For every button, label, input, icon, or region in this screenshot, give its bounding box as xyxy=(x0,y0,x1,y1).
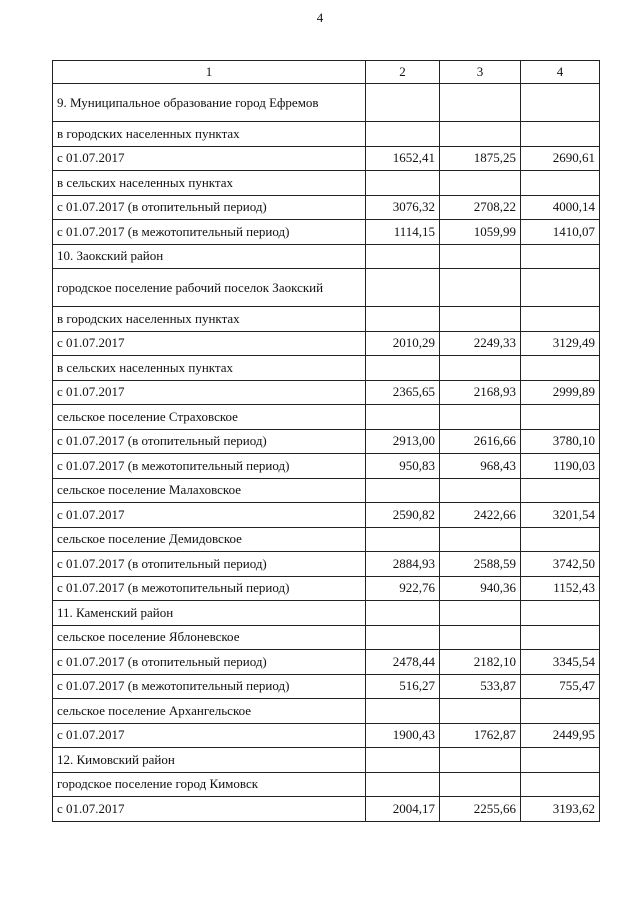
row-label: сельское поселение Демидовское xyxy=(53,527,366,552)
value-cell: 950,83 xyxy=(366,454,440,479)
value-cell xyxy=(440,625,521,650)
value-cell xyxy=(366,699,440,724)
value-cell: 1762,87 xyxy=(440,723,521,748)
value-cell: 2182,10 xyxy=(440,650,521,675)
table-row xyxy=(53,122,600,147)
table-row xyxy=(53,772,600,797)
value-cell: 2690,61 xyxy=(521,146,600,171)
value-cell xyxy=(440,478,521,503)
row-label: с 01.07.2017 xyxy=(53,331,366,356)
value-cell: 3076,32 xyxy=(366,195,440,220)
value-cell xyxy=(440,307,521,332)
value-cell: 2913,00 xyxy=(366,429,440,454)
tariff-table xyxy=(52,60,600,822)
value-cell xyxy=(521,478,600,503)
value-cell: 2884,93 xyxy=(366,552,440,577)
value-cell: 2590,82 xyxy=(366,503,440,528)
value-cell xyxy=(521,625,600,650)
row-label: с 01.07.2017 (в межотопительный период) xyxy=(53,454,366,479)
value-cell: 3780,10 xyxy=(521,429,600,454)
value-cell xyxy=(440,699,521,724)
value-cell xyxy=(366,527,440,552)
table-row xyxy=(53,307,600,332)
value-cell: 3193,62 xyxy=(521,797,600,822)
value-cell: 2255,66 xyxy=(440,797,521,822)
row-label: в городских населенных пунктах xyxy=(53,307,366,332)
value-cell xyxy=(366,601,440,626)
table-row xyxy=(53,503,600,528)
value-cell: 2010,29 xyxy=(366,331,440,356)
table-row xyxy=(53,269,600,307)
value-cell xyxy=(521,527,600,552)
value-cell xyxy=(440,405,521,430)
value-cell: 2249,33 xyxy=(440,331,521,356)
value-cell: 1652,41 xyxy=(366,146,440,171)
table-row xyxy=(53,699,600,724)
table-row xyxy=(53,625,600,650)
value-cell: 2708,22 xyxy=(440,195,521,220)
value-cell: 1114,15 xyxy=(366,220,440,245)
row-label: 12. Кимовский район xyxy=(53,748,366,773)
table-row xyxy=(53,244,600,269)
value-cell: 2168,93 xyxy=(440,380,521,405)
value-cell xyxy=(440,748,521,773)
value-cell: 968,43 xyxy=(440,454,521,479)
value-cell xyxy=(440,772,521,797)
row-label: с 01.07.2017 (в отопительный период) xyxy=(53,650,366,675)
table-row xyxy=(53,797,600,822)
value-cell: 2365,65 xyxy=(366,380,440,405)
row-label: с 01.07.2017 xyxy=(53,723,366,748)
value-cell: 3742,50 xyxy=(521,552,600,577)
value-cell xyxy=(440,356,521,381)
value-cell xyxy=(440,527,521,552)
table-row xyxy=(53,429,600,454)
value-cell: 516,27 xyxy=(366,674,440,699)
table-row xyxy=(53,84,600,122)
value-cell: 2004,17 xyxy=(366,797,440,822)
row-label: с 01.07.2017 (в отопительный период) xyxy=(53,429,366,454)
value-cell xyxy=(366,307,440,332)
value-cell: 755,47 xyxy=(521,674,600,699)
value-cell xyxy=(521,171,600,196)
column-header: 1 xyxy=(53,61,366,84)
value-cell xyxy=(366,269,440,307)
table-row xyxy=(53,146,600,171)
value-cell xyxy=(366,244,440,269)
value-cell xyxy=(440,244,521,269)
column-header: 4 xyxy=(521,61,600,84)
value-cell xyxy=(366,478,440,503)
row-label: с 01.07.2017 xyxy=(53,503,366,528)
row-label: с 01.07.2017 (в отопительный период) xyxy=(53,195,366,220)
value-cell: 2478,44 xyxy=(366,650,440,675)
row-label: городское поселение город Кимовск xyxy=(53,772,366,797)
table-row xyxy=(53,552,600,577)
value-cell xyxy=(366,84,440,122)
row-label: с 01.07.2017 (в межотопительный период) xyxy=(53,674,366,699)
row-label: сельское поселение Яблоневское xyxy=(53,625,366,650)
value-cell: 3201,54 xyxy=(521,503,600,528)
table-row xyxy=(53,405,600,430)
row-label: 11. Каменский район xyxy=(53,601,366,626)
value-cell: 2422,66 xyxy=(440,503,521,528)
value-cell xyxy=(521,307,600,332)
table-row xyxy=(53,454,600,479)
value-cell xyxy=(521,405,600,430)
value-cell xyxy=(521,772,600,797)
table-row xyxy=(53,356,600,381)
table-row xyxy=(53,601,600,626)
value-cell xyxy=(366,772,440,797)
table-row xyxy=(53,674,600,699)
value-cell: 3129,49 xyxy=(521,331,600,356)
value-cell: 1410,07 xyxy=(521,220,600,245)
value-cell: 2616,66 xyxy=(440,429,521,454)
value-cell xyxy=(366,356,440,381)
value-cell xyxy=(521,601,600,626)
value-cell xyxy=(366,625,440,650)
column-header: 3 xyxy=(440,61,521,84)
row-label: в городских населенных пунктах xyxy=(53,122,366,147)
table-row xyxy=(53,331,600,356)
table-row xyxy=(53,195,600,220)
column-header: 2 xyxy=(366,61,440,84)
value-cell: 2449,95 xyxy=(521,723,600,748)
value-cell xyxy=(440,601,521,626)
value-cell xyxy=(521,244,600,269)
table-row xyxy=(53,171,600,196)
page-number: 4 xyxy=(316,10,324,25)
value-cell: 2999,89 xyxy=(521,380,600,405)
row-label: в сельских населенных пунктах xyxy=(53,171,366,196)
value-cell: 2588,59 xyxy=(440,552,521,577)
value-cell: 1190,03 xyxy=(521,454,600,479)
value-cell: 922,76 xyxy=(366,576,440,601)
value-cell xyxy=(440,171,521,196)
value-cell xyxy=(521,748,600,773)
value-cell xyxy=(366,171,440,196)
value-cell xyxy=(366,748,440,773)
table-row xyxy=(53,527,600,552)
value-cell: 1900,43 xyxy=(366,723,440,748)
value-cell xyxy=(521,356,600,381)
value-cell xyxy=(366,405,440,430)
value-cell: 3345,54 xyxy=(521,650,600,675)
value-cell xyxy=(521,269,600,307)
row-label: сельское поселение Малаховское xyxy=(53,478,366,503)
table-row xyxy=(53,478,600,503)
value-cell: 1152,43 xyxy=(521,576,600,601)
row-label: сельское поселение Страховское xyxy=(53,405,366,430)
table-row xyxy=(53,576,600,601)
row-label: с 01.07.2017 xyxy=(53,146,366,171)
table-header-row xyxy=(53,61,600,84)
table-row xyxy=(53,723,600,748)
value-cell xyxy=(440,269,521,307)
row-label: сельское поселение Архангельское xyxy=(53,699,366,724)
value-cell: 940,36 xyxy=(440,576,521,601)
value-cell: 4000,14 xyxy=(521,195,600,220)
value-cell xyxy=(440,122,521,147)
table-row xyxy=(53,748,600,773)
value-cell: 1059,99 xyxy=(440,220,521,245)
row-label: с 01.07.2017 (в межотопительный период) xyxy=(53,220,366,245)
value-cell: 533,87 xyxy=(440,674,521,699)
row-label: в сельских населенных пунктах xyxy=(53,356,366,381)
value-cell xyxy=(440,84,521,122)
value-cell: 1875,25 xyxy=(440,146,521,171)
row-label: 9. Муниципальное образование город Ефремов xyxy=(53,84,366,122)
value-cell xyxy=(366,122,440,147)
row-label: с 01.07.2017 (в межотопительный период) xyxy=(53,576,366,601)
value-cell xyxy=(521,122,600,147)
table-row xyxy=(53,220,600,245)
row-label: с 01.07.2017 xyxy=(53,380,366,405)
value-cell xyxy=(521,84,600,122)
row-label: 10. Заокский район xyxy=(53,244,366,269)
row-label: с 01.07.2017 (в отопительный период) xyxy=(53,552,366,577)
value-cell xyxy=(521,699,600,724)
row-label: с 01.07.2017 xyxy=(53,797,366,822)
table-row xyxy=(53,650,600,675)
row-label: городское поселение рабочий поселок Заокский xyxy=(53,269,366,307)
table-row xyxy=(53,380,600,405)
